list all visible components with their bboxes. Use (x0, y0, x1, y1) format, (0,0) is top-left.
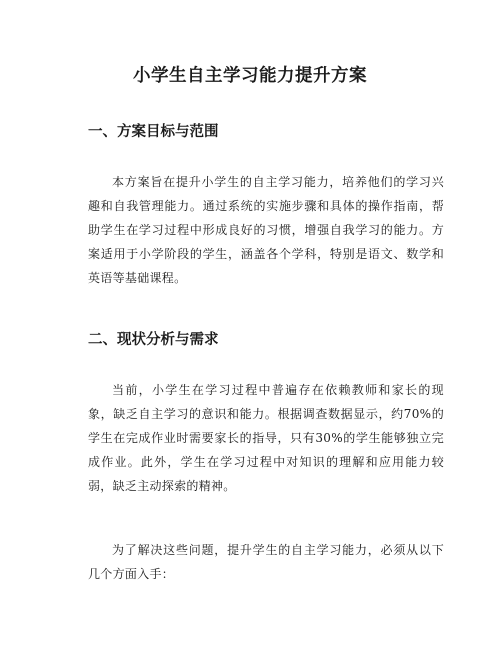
section-heading-analysis: 二、现状分析与需求 (88, 332, 219, 348)
document-title: 小学生自主学习能力提升方案 (133, 66, 367, 86)
section-heading-goals: 一、方案目标与范围 (88, 124, 219, 140)
paragraph-approach: 为了解决这些问题，提升学生的自主学习能力，必须从以下几个方面入手： (88, 543, 444, 581)
paragraph-goals: 本方案旨在提升小学生的自主学习能力，培养他们的学习兴趣和自我管理能力。通过系统的实施步骤和具体的操作指南，帮助学生在学习过程中形成良好的习惯，增强自我学习的能力。方案适用于小学阶段的学生，涵盖各个学科，特别是语文、数学和英语等基础课程。 (88, 175, 444, 285)
paragraph-analysis: 当前，小学生在学习过程中普遍存在依赖教师和家长的现象，缺乏自主学习的意识和能力。根据调查数据显示，约70%的学生在完成作业时需要家长的指导，只有30%的学生能够独立完成作业。此外，学生在学习过程中对知识的理解和应用能力较弱，缺乏主动探索的精神。 (88, 383, 444, 493)
